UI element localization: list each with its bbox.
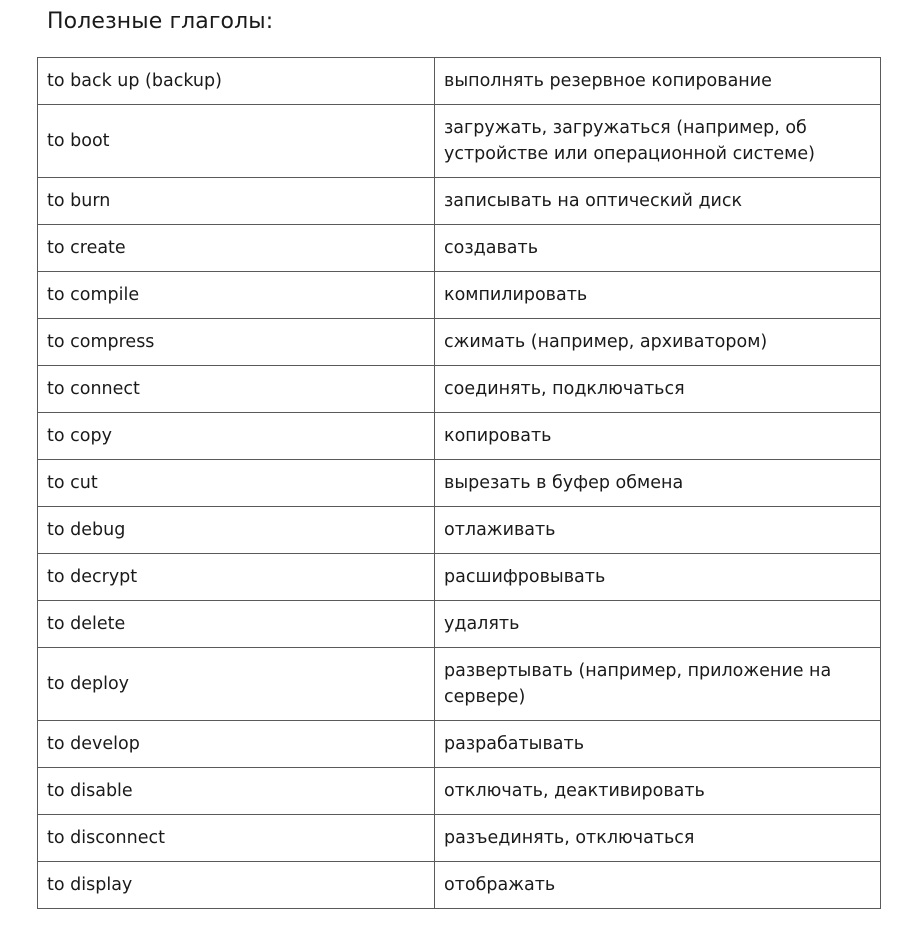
english-verb: to compile — [38, 272, 435, 319]
english-verb: to disable — [38, 768, 435, 815]
table-row — [38, 413, 881, 460]
table-row — [38, 721, 881, 768]
english-verb: to compress — [38, 319, 435, 366]
table-row — [38, 507, 881, 554]
table-row — [38, 460, 881, 507]
russian-translation: отключать, деактивировать — [435, 768, 881, 815]
table-row — [38, 648, 881, 721]
table-row — [38, 554, 881, 601]
english-verb: to connect — [38, 366, 435, 413]
table-row — [38, 768, 881, 815]
table-row — [38, 601, 881, 648]
russian-translation: компилировать — [435, 272, 881, 319]
english-verb: to debug — [38, 507, 435, 554]
russian-translation: создавать — [435, 225, 881, 272]
russian-translation: соединять, подключаться — [435, 366, 881, 413]
table-row — [38, 105, 881, 178]
english-verb: to cut — [38, 460, 435, 507]
russian-translation: отлаживать — [435, 507, 881, 554]
english-verb: to burn — [38, 178, 435, 225]
russian-translation: удалять — [435, 601, 881, 648]
russian-translation: разъединять, отключаться — [435, 815, 881, 862]
english-verb: to boot — [38, 105, 435, 178]
verb-table — [37, 57, 881, 909]
russian-translation: записывать на оптический диск — [435, 178, 881, 225]
russian-translation: разрабатывать — [435, 721, 881, 768]
english-verb: to disconnect — [38, 815, 435, 862]
table-row — [38, 815, 881, 862]
english-verb: to delete — [38, 601, 435, 648]
russian-translation: расшифровывать — [435, 554, 881, 601]
russian-translation: отображать — [435, 862, 881, 909]
table-row — [38, 366, 881, 413]
english-verb: to copy — [38, 413, 435, 460]
english-verb: to decrypt — [38, 554, 435, 601]
russian-translation: копировать — [435, 413, 881, 460]
english-verb: to display — [38, 862, 435, 909]
english-verb: to back up (backup) — [38, 58, 435, 105]
english-verb: to develop — [38, 721, 435, 768]
page-title: Полезные глаголы: — [47, 9, 274, 34]
table-row — [38, 272, 881, 319]
english-verb: to deploy — [38, 648, 435, 721]
table-row — [38, 862, 881, 909]
russian-translation: выполнять резервное копирование — [435, 58, 881, 105]
english-verb: to create — [38, 225, 435, 272]
table-row — [38, 58, 881, 105]
russian-translation: развертывать (например, приложение на сервере) — [435, 648, 881, 721]
table-row — [38, 319, 881, 366]
table-row — [38, 178, 881, 225]
table-row — [38, 225, 881, 272]
russian-translation: загружать, загружаться (например, об устройстве или операционной системе) — [435, 105, 881, 178]
russian-translation: вырезать в буфер обмена — [435, 460, 881, 507]
russian-translation: сжимать (например, архиватором) — [435, 319, 881, 366]
